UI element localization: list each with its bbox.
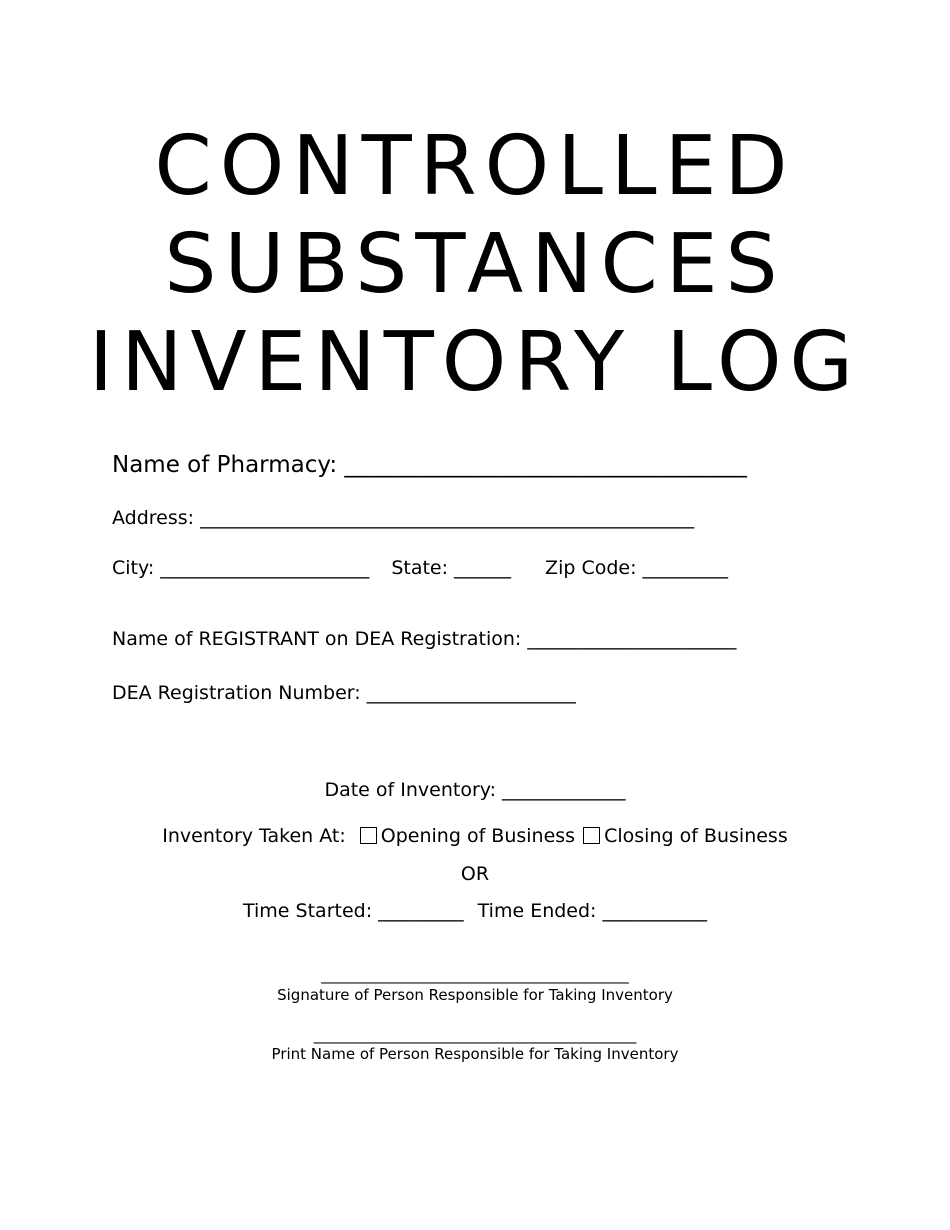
- or-label: OR: [460, 863, 490, 885]
- time-row: [0, 900, 950, 922]
- print-name-caption: Print Name of Person Responsible for Taking Inventory: [271, 1045, 679, 1063]
- inventory-taken-at-label: Inventory Taken At:: [162, 825, 346, 847]
- document-title: [0, 118, 950, 412]
- print-name-line[interactable]: ___________________________________________: [313, 1026, 637, 1044]
- address-field[interactable]: Address: ____________________________________________________: [112, 507, 695, 529]
- date-of-inventory-field[interactable]: Date of Inventory: _____________: [324, 779, 626, 801]
- inventory-taken-at-row: [0, 825, 950, 847]
- zip-code-field[interactable]: Zip Code: _________: [545, 557, 729, 579]
- opening-of-business-label: Opening of Business: [380, 825, 576, 847]
- signature-caption: Signature of Person Responsible for Taking Inventory: [277, 986, 673, 1004]
- dea-registration-number-field[interactable]: DEA Registration Number: ______________________: [112, 682, 576, 704]
- time-ended-field[interactable]: Time Ended: ___________: [477, 900, 707, 922]
- title-line-1: CONTROLLED: [154, 119, 796, 214]
- state-field[interactable]: State: ______: [391, 557, 512, 579]
- title-line-2: SUBSTANCES: [164, 217, 786, 312]
- registrant-name-field[interactable]: Name of REGISTRANT on DEA Registration: ______________________: [112, 628, 737, 650]
- time-started-field[interactable]: Time Started: _________: [243, 900, 464, 922]
- city-state-zip-row: [112, 557, 728, 579]
- closing-of-business-checkbox[interactable]: [583, 827, 600, 844]
- signature-line[interactable]: _________________________________________: [321, 966, 629, 984]
- closing-of-business-label: Closing of Business: [604, 825, 788, 847]
- city-field[interactable]: City: ______________________: [112, 557, 370, 579]
- opening-of-business-checkbox[interactable]: [360, 827, 377, 844]
- pharmacy-name-field[interactable]: Name of Pharmacy: ___________________________________: [112, 452, 747, 478]
- title-line-3: INVENTORY LOG: [88, 315, 862, 410]
